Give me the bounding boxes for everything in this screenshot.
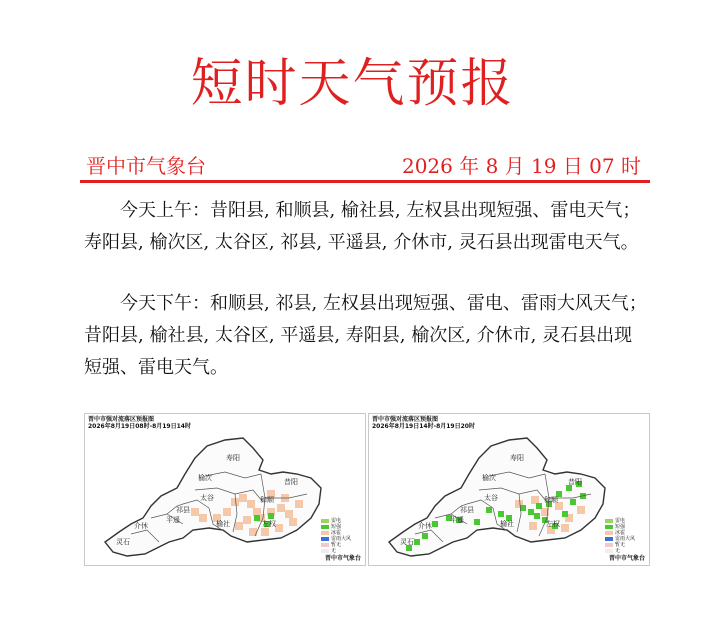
county-label: 灵石	[400, 538, 414, 546]
county-label: 介休	[418, 522, 432, 530]
county-label: 榆社	[216, 520, 230, 528]
legend-label: 冰雹	[615, 530, 626, 536]
legend-swatch	[321, 537, 329, 541]
legend-label: 雷雨大风	[331, 536, 352, 542]
legend-swatch	[321, 543, 329, 547]
legend-swatch	[605, 525, 613, 529]
county-label: 平遥	[450, 516, 464, 524]
hail-zone	[285, 510, 293, 518]
legend-label: 无	[615, 548, 621, 554]
hail-zone	[239, 494, 247, 502]
county-label: 祁县	[460, 506, 474, 514]
heavy-rain-zone	[422, 533, 428, 539]
map-legend	[605, 518, 635, 554]
county-label: 灵石	[116, 538, 130, 546]
legend-label: 短强	[331, 524, 342, 530]
map-title: 晋中市强对流落区预报图	[372, 416, 439, 423]
page-title: 短时天气预报	[190, 54, 515, 114]
hail-zone	[231, 498, 239, 506]
legend-label: 短强	[615, 524, 626, 530]
legend-label: 冰雹	[331, 530, 342, 536]
hail-zone	[275, 524, 283, 532]
hail-zone	[295, 500, 303, 508]
map-legend	[321, 518, 351, 554]
hail-zone	[577, 506, 585, 514]
heavy-rain-zone	[486, 507, 492, 513]
hail-zone	[235, 522, 243, 530]
legend-label: 雷电	[331, 518, 342, 524]
heavy-rain-zone	[498, 511, 504, 517]
hail-zone	[247, 500, 255, 508]
county-label: 榆次	[198, 474, 212, 482]
hail-zone	[199, 514, 207, 522]
header-rule	[80, 180, 650, 183]
afternoon-line-2: 昔阳县, 榆社县, 太谷区, 平遥县, 寿阳县, 榆次区, 介休市, 灵石县出现	[84, 325, 633, 346]
heavy-rain-zone	[562, 511, 568, 517]
heavy-rain-zone	[432, 521, 438, 527]
county-label: 和顺	[260, 496, 274, 504]
morning-forecast	[84, 195, 644, 259]
heavy-rain-zone	[474, 519, 480, 525]
legend-label: 暂无	[615, 542, 626, 548]
legend-swatch	[605, 519, 613, 523]
legend-label: 雷电	[615, 518, 626, 524]
map-period: 2026年8月19日14时-8月19日20时	[372, 423, 475, 430]
heavy-rain-zone	[534, 513, 540, 519]
hail-zone	[561, 524, 569, 532]
morning-line-1: 今天上午：昔阳县, 和顺县, 榆社县, 左权县出现短强、雷电天气；	[120, 200, 641, 221]
heavy-rain-zone	[570, 499, 576, 505]
county-label: 左权	[262, 520, 276, 528]
hail-zone	[243, 516, 251, 524]
hail-zone	[531, 496, 539, 504]
county-label: 和顺	[544, 496, 558, 504]
morning-line-2: 寿阳县, 榆次区, 太谷区, 祁县, 平遥县, 介休市, 灵石县出现雷电天气。	[84, 232, 639, 253]
county-label: 榆社	[500, 520, 514, 528]
issue-datetime: 2026 年 8 月 19 日 07 时	[401, 154, 641, 178]
county-label: 寿阳	[510, 454, 524, 462]
issuing-office: 晋中市气象台	[86, 154, 206, 178]
afternoon-line-1: 今天下午：和顺县, 祁县, 左权县出现短强、雷电、雷雨大风天气；	[120, 293, 647, 314]
forecast-map-afternoon	[368, 413, 650, 566]
legend-swatch	[605, 537, 613, 541]
hail-zone	[191, 508, 199, 516]
county-label: 太谷	[200, 494, 214, 502]
heavy-rain-zone	[528, 509, 534, 515]
legend-label: 雷雨大风	[615, 536, 636, 542]
afternoon-line-3: 短强、雷电天气。	[84, 357, 228, 378]
county-label: 太谷	[484, 494, 498, 502]
heavy-rain-zone	[414, 539, 420, 545]
county-label: 祁县	[176, 506, 190, 514]
legend-swatch	[321, 531, 329, 535]
hail-zone	[261, 528, 269, 536]
hail-zone	[277, 504, 285, 512]
legend-swatch	[321, 525, 329, 529]
map-credit: 晋中市气象台	[324, 555, 361, 562]
map-period: 2026年8月19日08时-8月19日14时	[88, 423, 191, 430]
legend-swatch	[605, 531, 613, 535]
county-label: 介休	[134, 522, 148, 530]
heavy-rain-zone	[536, 503, 542, 509]
heavy-rain-zone	[268, 513, 274, 519]
map-credit: 晋中市气象台	[608, 555, 645, 562]
afternoon-forecast	[84, 288, 647, 384]
county-label: 平遥	[166, 516, 180, 524]
hail-zone	[223, 508, 231, 516]
legend-swatch	[321, 519, 329, 523]
hail-zone	[289, 518, 297, 526]
hail-zone	[529, 522, 537, 530]
map-title: 晋中市强对流落区预报图	[88, 416, 155, 423]
county-label: 左权	[546, 520, 560, 528]
legend-label: 无	[331, 548, 337, 554]
county-label: 榆次	[482, 474, 496, 482]
heavy-rain-zone	[254, 515, 260, 521]
county-label: 昔阳	[284, 478, 298, 486]
legend-label: 暂无	[331, 542, 342, 548]
county-label: 寿阳	[226, 454, 240, 462]
county-label: 昔阳	[568, 478, 582, 486]
legend-swatch	[605, 543, 613, 547]
forecast-map-morning	[84, 413, 366, 566]
